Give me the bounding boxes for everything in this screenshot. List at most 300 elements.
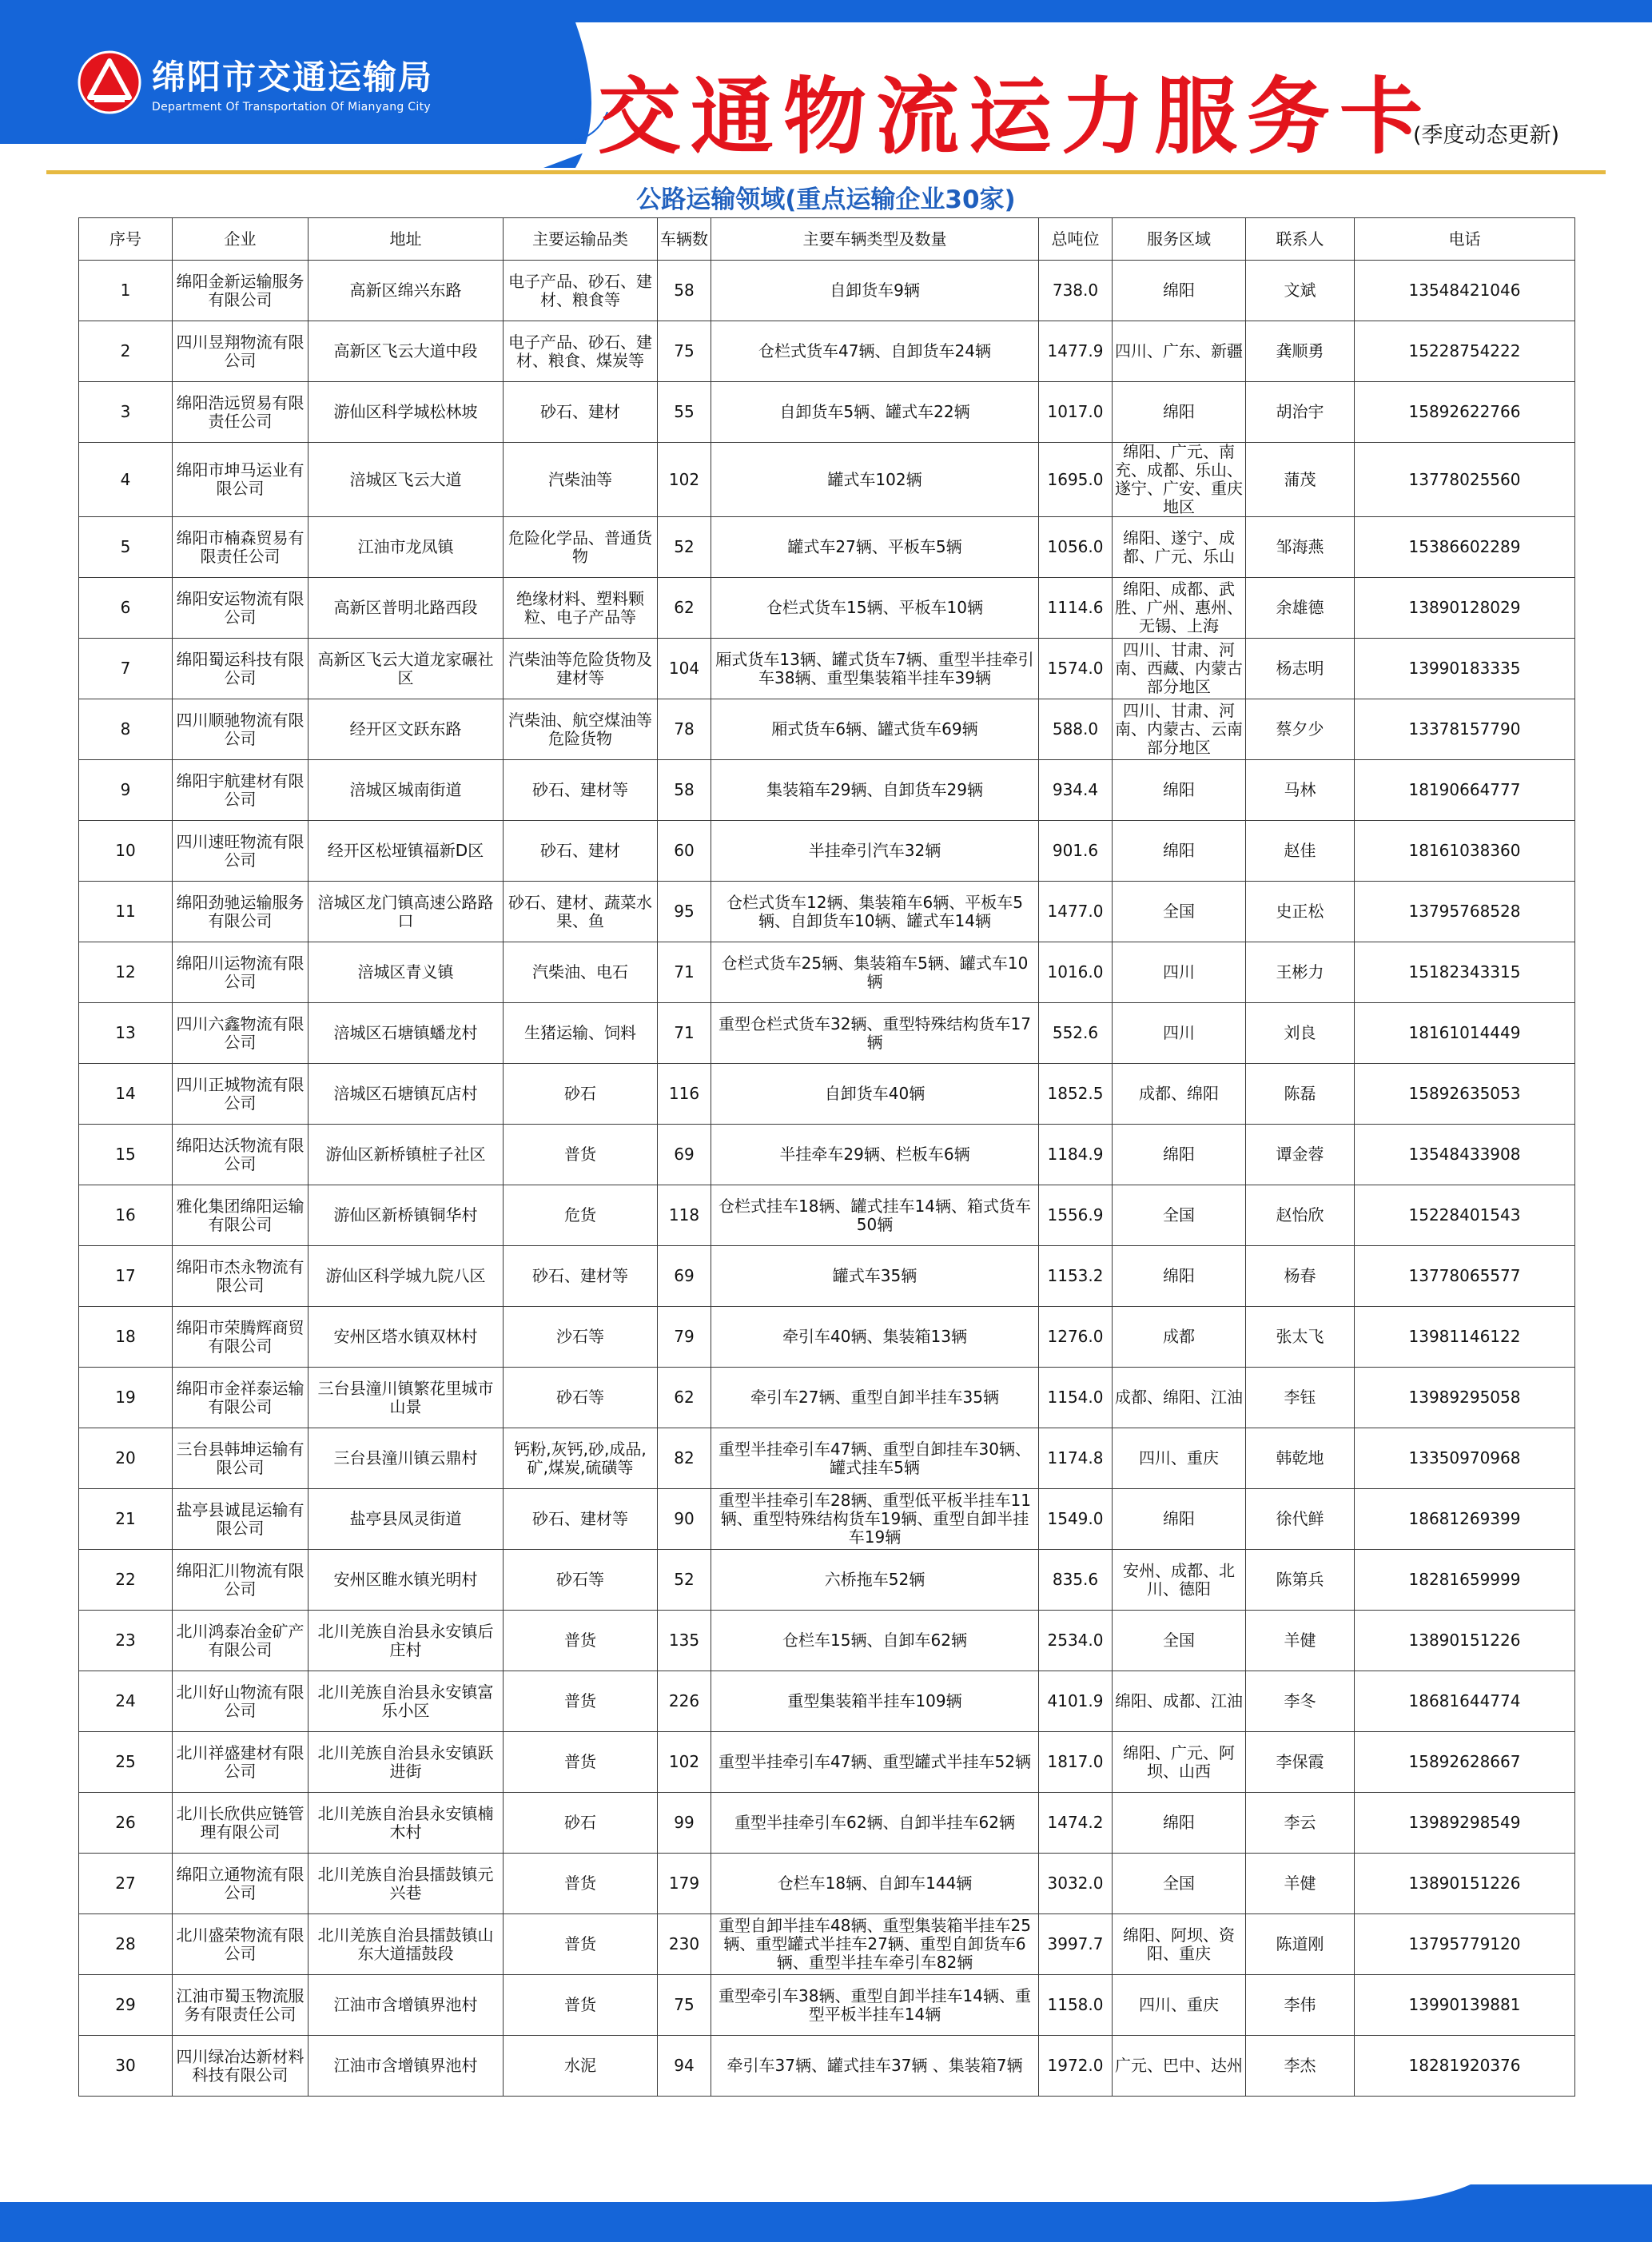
cell-company: 四川正城物流有限公司 [173, 1064, 309, 1125]
table-row [79, 443, 1575, 517]
cell-index: 9 [79, 760, 173, 821]
cell-vehicle-types: 仓栏式货车47辆、自卸货车24辆 [711, 321, 1039, 382]
cell-tonnage: 1184.9 [1039, 1125, 1113, 1185]
cell-address: 经开区文跃东路 [309, 699, 504, 760]
cell-vehicle-count: 75 [658, 1975, 711, 2036]
cell-vehicle-count: 62 [658, 578, 711, 639]
cell-vehicle-types: 重型牵引车38辆、重型自卸半挂车14辆、重型平板半挂车14辆 [711, 1975, 1039, 2036]
cell-phone: 13989295058 [1355, 1368, 1575, 1428]
cell-service-area: 四川、重庆 [1113, 1428, 1246, 1489]
cell-company: 四川六鑫物流有限公司 [173, 1003, 309, 1064]
cell-tonnage: 1153.2 [1039, 1246, 1113, 1307]
cell-index: 20 [79, 1428, 173, 1489]
cell-service-area: 全国 [1113, 882, 1246, 942]
cell-vehicle-count: 90 [658, 1489, 711, 1550]
cell-index: 12 [79, 942, 173, 1003]
cell-vehicle-count: 99 [658, 1793, 711, 1854]
cell-vehicle-types: 仓栏式挂车18辆、罐式挂车14辆、箱式货车50辆 [711, 1185, 1039, 1246]
cell-vehicle-count: 71 [658, 942, 711, 1003]
cell-company: 绵阳立通物流有限公司 [173, 1854, 309, 1914]
cell-contact: 赵佳 [1246, 821, 1355, 882]
table-row [79, 1914, 1575, 1975]
cell-index: 29 [79, 1975, 173, 2036]
cell-address: 安州区睢水镇光明村 [309, 1550, 504, 1611]
cell-vehicle-types: 牵引车27辆、重型自卸半挂车35辆 [711, 1368, 1039, 1428]
cell-company: 绵阳川运物流有限公司 [173, 942, 309, 1003]
cell-service-area: 四川、甘肃、河南、内蒙古、云南部分地区 [1113, 699, 1246, 760]
cell-cargo: 砂石等 [504, 1368, 658, 1428]
cell-phone: 15228754222 [1355, 321, 1575, 382]
cell-company: 江油市蜀玉物流服务有限责任公司 [173, 1975, 309, 2036]
table-row [79, 382, 1575, 443]
org-name-en: Department Of Transportation Of Mianyang City [152, 101, 431, 113]
cell-company: 绵阳浩远贸易有限责任公司 [173, 382, 309, 443]
cell-cargo: 水泥 [504, 2036, 658, 2097]
cell-contact: 马林 [1246, 760, 1355, 821]
cell-address: 江油市含增镇界池村 [309, 2036, 504, 2097]
cell-company: 四川顺驰物流有限公司 [173, 699, 309, 760]
cell-service-area: 四川 [1113, 942, 1246, 1003]
cell-address: 高新区普明北路西段 [309, 578, 504, 639]
cell-cargo: 砂石、建材等 [504, 760, 658, 821]
cell-cargo: 砂石 [504, 1793, 658, 1854]
cell-cargo: 危险化学品、普通货物 [504, 517, 658, 578]
cell-phone: 18281659999 [1355, 1550, 1575, 1611]
cell-vehicle-types: 重型自卸半挂车48辆、重型集装箱半挂车25辆、重型罐式半挂车27辆、重型自卸货车6辆、重型半挂车牵引车82辆 [711, 1914, 1039, 1975]
cell-vehicle-types: 重型仓栏式货车32辆、重型特殊结构货车17辆 [711, 1003, 1039, 1064]
table-row [79, 699, 1575, 760]
cell-service-area: 全国 [1113, 1611, 1246, 1671]
cell-contact: 李钰 [1246, 1368, 1355, 1428]
cell-contact: 蒲茂 [1246, 443, 1355, 517]
cell-tonnage: 1017.0 [1039, 382, 1113, 443]
header-phone: 电话 [1355, 218, 1575, 261]
cell-address: 涪城区城南街道 [309, 760, 504, 821]
cell-contact: 张太飞 [1246, 1307, 1355, 1368]
table-row [79, 1732, 1575, 1793]
cell-contact: 杨春 [1246, 1246, 1355, 1307]
cell-phone: 15892622766 [1355, 382, 1575, 443]
cell-company: 绵阳汇川物流有限公司 [173, 1550, 309, 1611]
cell-service-area: 成都、绵阳、江油 [1113, 1368, 1246, 1428]
cell-service-area: 绵阳、广元、阿坝、山西 [1113, 1732, 1246, 1793]
cell-contact: 李伟 [1246, 1975, 1355, 2036]
cell-company: 北川好山物流有限公司 [173, 1671, 309, 1732]
table-row [79, 1307, 1575, 1368]
cell-address: 三台县潼川镇云鼎村 [309, 1428, 504, 1489]
cell-service-area: 绵阳 [1113, 1125, 1246, 1185]
cell-phone: 13981146122 [1355, 1307, 1575, 1368]
cell-address: 经开区松垭镇福新D区 [309, 821, 504, 882]
cell-address: 高新区飞云大道龙家碾社区 [309, 639, 504, 699]
header-service-area: 服务区域 [1113, 218, 1246, 261]
cell-cargo: 汽柴油等 [504, 443, 658, 517]
cell-vehicle-types: 自卸货车5辆、罐式车22辆 [711, 382, 1039, 443]
cell-company: 四川昱翔物流有限公司 [173, 321, 309, 382]
cell-address: 盐亭县凤灵街道 [309, 1489, 504, 1550]
cell-tonnage: 3032.0 [1039, 1854, 1113, 1914]
cell-address: 北川羌族自治县永安镇后庄村 [309, 1611, 504, 1671]
cell-service-area: 四川、广东、新疆 [1113, 321, 1246, 382]
cell-cargo: 汽柴油、电石 [504, 942, 658, 1003]
cell-address: 游仙区新桥镇铜华村 [309, 1185, 504, 1246]
table-row [79, 1003, 1575, 1064]
cell-tonnage: 1056.0 [1039, 517, 1113, 578]
cell-address: 北川羌族自治县擂鼓镇元兴巷 [309, 1854, 504, 1914]
header-index: 序号 [79, 218, 173, 261]
cell-vehicle-types: 集装箱车29辆、自卸货车29辆 [711, 760, 1039, 821]
table-row [79, 1246, 1575, 1307]
cell-contact: 蔡夕少 [1246, 699, 1355, 760]
cell-service-area: 绵阳 [1113, 821, 1246, 882]
cell-vehicle-types: 牵引车40辆、集装箱13辆 [711, 1307, 1039, 1368]
cell-vehicle-types: 罐式车35辆 [711, 1246, 1039, 1307]
cell-index: 24 [79, 1671, 173, 1732]
cell-index: 22 [79, 1550, 173, 1611]
cell-phone: 15182343315 [1355, 942, 1575, 1003]
header-vehicle-count: 车辆数 [658, 218, 711, 261]
cell-cargo: 砂石、建材 [504, 821, 658, 882]
cell-index: 27 [79, 1854, 173, 1914]
cell-index: 21 [79, 1489, 173, 1550]
cell-vehicle-types: 自卸货车9辆 [711, 261, 1039, 321]
cell-index: 16 [79, 1185, 173, 1246]
cell-contact: 李冬 [1246, 1671, 1355, 1732]
cell-vehicle-count: 58 [658, 760, 711, 821]
cell-contact: 李云 [1246, 1793, 1355, 1854]
table-row [79, 1125, 1575, 1185]
cell-contact: 徐代鲜 [1246, 1489, 1355, 1550]
cell-phone: 13989298549 [1355, 1793, 1575, 1854]
table-row [79, 1975, 1575, 2036]
table-row [79, 1671, 1575, 1732]
cell-phone: 13548433908 [1355, 1125, 1575, 1185]
cell-service-area: 绵阳、阿坝、资阳、重庆 [1113, 1914, 1246, 1975]
cell-phone: 13795779120 [1355, 1914, 1575, 1975]
cell-tonnage: 738.0 [1039, 261, 1113, 321]
cell-vehicle-types: 自卸货车40辆 [711, 1064, 1039, 1125]
cell-phone: 13350970968 [1355, 1428, 1575, 1489]
cell-phone: 13990139881 [1355, 1975, 1575, 2036]
cell-cargo: 普货 [504, 1125, 658, 1185]
cell-tonnage: 1549.0 [1039, 1489, 1113, 1550]
cell-index: 1 [79, 261, 173, 321]
cell-index: 11 [79, 882, 173, 942]
table-row [79, 882, 1575, 942]
cell-vehicle-count: 69 [658, 1246, 711, 1307]
cell-vehicle-types: 半挂牵引汽车32辆 [711, 821, 1039, 882]
cell-phone: 18681644774 [1355, 1671, 1575, 1732]
cell-contact: 史正松 [1246, 882, 1355, 942]
cell-company: 北川长欣供应链管理有限公司 [173, 1793, 309, 1854]
cell-contact: 陈道刚 [1246, 1914, 1355, 1975]
cell-cargo: 生猪运输、饲料 [504, 1003, 658, 1064]
cell-contact: 李保霞 [1246, 1732, 1355, 1793]
cell-company: 盐亭县诚昆运输有限公司 [173, 1489, 309, 1550]
table-row [79, 1064, 1575, 1125]
table-row [79, 1793, 1575, 1854]
table-row [79, 1428, 1575, 1489]
table-row [79, 760, 1575, 821]
cell-tonnage: 1474.2 [1039, 1793, 1113, 1854]
cell-phone: 13778025560 [1355, 443, 1575, 517]
cell-company: 雅化集团绵阳运输有限公司 [173, 1185, 309, 1246]
table-row [79, 517, 1575, 578]
cell-tonnage: 835.6 [1039, 1550, 1113, 1611]
cell-service-area: 绵阳、遂宁、成都、广元、乐山 [1113, 517, 1246, 578]
cell-index: 3 [79, 382, 173, 443]
cell-cargo: 沙石等 [504, 1307, 658, 1368]
cell-company: 绵阳劲驰运输服务有限公司 [173, 882, 309, 942]
cell-address: 北川羌族自治县永安镇楠木村 [309, 1793, 504, 1854]
cell-vehicle-count: 102 [658, 443, 711, 517]
table-row [79, 578, 1575, 639]
cell-company: 四川绿冶达新材料科技有限公司 [173, 2036, 309, 2097]
cell-service-area: 绵阳、广元、南充、成都、乐山、遂宁、广安、重庆地区 [1113, 443, 1246, 517]
cell-index: 7 [79, 639, 173, 699]
cell-phone: 13890128029 [1355, 578, 1575, 639]
cell-vehicle-count: 52 [658, 517, 711, 578]
cell-contact: 羊健 [1246, 1854, 1355, 1914]
cell-vehicle-types: 仓栏车18辆、自卸车144辆 [711, 1854, 1039, 1914]
table-row [79, 942, 1575, 1003]
table-row [79, 1368, 1575, 1428]
cell-address: 涪城区青义镇 [309, 942, 504, 1003]
cell-index: 2 [79, 321, 173, 382]
cell-index: 6 [79, 578, 173, 639]
cell-cargo: 汽柴油、航空煤油等危险货物 [504, 699, 658, 760]
cell-service-area: 广元、巴中、达州 [1113, 2036, 1246, 2097]
cell-vehicle-count: 135 [658, 1611, 711, 1671]
cell-address: 游仙区科学城九院八区 [309, 1246, 504, 1307]
cell-vehicle-count: 118 [658, 1185, 711, 1246]
cell-vehicle-types: 牵引车37辆、罐式挂车37辆 、集装箱7辆 [711, 2036, 1039, 2097]
cell-vehicle-types: 重型半挂牵引车62辆、自卸半挂车62辆 [711, 1793, 1039, 1854]
cell-contact: 羊健 [1246, 1611, 1355, 1671]
cell-service-area: 绵阳 [1113, 1246, 1246, 1307]
cell-index: 26 [79, 1793, 173, 1854]
cell-tonnage: 1695.0 [1039, 443, 1113, 517]
transport-emblem-icon [77, 50, 142, 115]
cell-cargo: 危货 [504, 1185, 658, 1246]
cell-phone: 13378157790 [1355, 699, 1575, 760]
cell-contact: 韩乾地 [1246, 1428, 1355, 1489]
cell-contact: 赵怡欣 [1246, 1185, 1355, 1246]
cell-company: 北川盛荣物流有限公司 [173, 1914, 309, 1975]
cell-vehicle-count: 94 [658, 2036, 711, 2097]
cell-company: 绵阳蜀运科技有限公司 [173, 639, 309, 699]
cell-address: 三台县潼川镇繁花里城市山景 [309, 1368, 504, 1428]
cell-company: 绵阳市楠森贸易有限责任公司 [173, 517, 309, 578]
cell-contact: 胡治宇 [1246, 382, 1355, 443]
cell-vehicle-types: 重型集装箱半挂车109辆 [711, 1671, 1039, 1732]
cell-address: 江油市含增镇界池村 [309, 1975, 504, 2036]
cell-address: 游仙区新桥镇桩子社区 [309, 1125, 504, 1185]
cell-index: 25 [79, 1732, 173, 1793]
cell-cargo: 砂石 [504, 1064, 658, 1125]
cell-vehicle-types: 罐式车27辆、平板车5辆 [711, 517, 1039, 578]
cell-phone: 15228401543 [1355, 1185, 1575, 1246]
org-name-cn: 绵阳市交通运输局 [152, 58, 434, 97]
cell-company: 四川速旺物流有限公司 [173, 821, 309, 882]
cell-vehicle-types: 重型半挂牵引车47辆、重型自卸挂车30辆、罐式挂车5辆 [711, 1428, 1039, 1489]
cell-service-area: 四川、甘肃、河南、西藏、内蒙古部分地区 [1113, 639, 1246, 699]
cell-service-area: 成都 [1113, 1307, 1246, 1368]
cell-tonnage: 588.0 [1039, 699, 1113, 760]
cell-index: 13 [79, 1003, 173, 1064]
cell-index: 17 [79, 1246, 173, 1307]
cell-cargo: 普货 [504, 1975, 658, 2036]
cell-service-area: 绵阳 [1113, 760, 1246, 821]
cell-address: 江油市龙凤镇 [309, 517, 504, 578]
cell-vehicle-types: 六桥拖车52辆 [711, 1550, 1039, 1611]
cell-phone: 13795768528 [1355, 882, 1575, 942]
cell-tonnage: 2534.0 [1039, 1611, 1113, 1671]
cell-vehicle-count: 58 [658, 261, 711, 321]
table-header-row [79, 218, 1575, 261]
cell-phone: 18681269399 [1355, 1489, 1575, 1550]
cell-vehicle-count: 226 [658, 1671, 711, 1732]
cell-address: 北川羌族自治县擂鼓镇山东大道擂鼓段 [309, 1914, 504, 1975]
table-row [79, 261, 1575, 321]
cell-index: 8 [79, 699, 173, 760]
cell-phone: 13890151226 [1355, 1854, 1575, 1914]
cell-cargo: 普货 [504, 1854, 658, 1914]
cell-cargo: 普货 [504, 1611, 658, 1671]
cell-vehicle-count: 79 [658, 1307, 711, 1368]
header-contact: 联系人 [1246, 218, 1355, 261]
cell-company: 绵阳市坤马运业有限公司 [173, 443, 309, 517]
cell-tonnage: 901.6 [1039, 821, 1113, 882]
cell-index: 14 [79, 1064, 173, 1125]
cell-tonnage: 1574.0 [1039, 639, 1113, 699]
section-title: 公路运输领域(重点运输企业30家) [636, 185, 1016, 214]
cell-vehicle-count: 69 [658, 1125, 711, 1185]
cell-vehicle-count: 82 [658, 1428, 711, 1489]
cell-service-area: 安州、成都、北川、德阳 [1113, 1550, 1246, 1611]
cell-service-area: 绵阳 [1113, 382, 1246, 443]
cell-contact: 李杰 [1246, 2036, 1355, 2097]
cell-address: 北川羌族自治县永安镇跃进街 [309, 1732, 504, 1793]
table-row [79, 1185, 1575, 1246]
cell-index: 23 [79, 1611, 173, 1671]
cell-vehicle-types: 仓栏车15辆、自卸车62辆 [711, 1611, 1039, 1671]
cell-tonnage: 1477.9 [1039, 321, 1113, 382]
cell-tonnage: 3997.7 [1039, 1914, 1113, 1975]
cell-address: 高新区绵兴东路 [309, 261, 504, 321]
header-vehicle-types: 主要车辆类型及数量 [711, 218, 1039, 261]
cell-contact: 陈磊 [1246, 1064, 1355, 1125]
cell-tonnage: 1817.0 [1039, 1732, 1113, 1793]
table-row [79, 639, 1575, 699]
cell-address: 涪城区石塘镇蟠龙村 [309, 1003, 504, 1064]
header-address: 地址 [309, 218, 504, 261]
cell-address: 涪城区飞云大道 [309, 443, 504, 517]
cell-service-area: 绵阳、成都、江油 [1113, 1671, 1246, 1732]
table-row [79, 321, 1575, 382]
table-row [79, 2036, 1575, 2097]
cell-cargo: 砂石、建材、蔬菜水果、鱼 [504, 882, 658, 942]
cell-vehicle-count: 52 [658, 1550, 711, 1611]
table-row [79, 1854, 1575, 1914]
org-logo [77, 50, 433, 115]
cell-index: 18 [79, 1307, 173, 1368]
cell-company: 北川鸿泰冶金矿产有限公司 [173, 1611, 309, 1671]
cell-vehicle-types: 重型半挂牵引车28辆、重型低平板半挂车11辆、重型特殊结构货车19辆、重型自卸半挂车19辆 [711, 1489, 1039, 1550]
cell-address: 北川羌族自治县永安镇富乐小区 [309, 1671, 504, 1732]
footer-band [0, 2184, 1652, 2242]
table-row [79, 821, 1575, 882]
cell-cargo: 普货 [504, 1914, 658, 1975]
cell-index: 5 [79, 517, 173, 578]
cell-address: 涪城区龙门镇高速公路路口 [309, 882, 504, 942]
cell-cargo: 普货 [504, 1732, 658, 1793]
cell-vehicle-count: 95 [658, 882, 711, 942]
cell-service-area: 绵阳 [1113, 1793, 1246, 1854]
cell-service-area: 绵阳 [1113, 261, 1246, 321]
cell-phone: 13548421046 [1355, 261, 1575, 321]
cell-contact: 谭金蓉 [1246, 1125, 1355, 1185]
cell-cargo: 砂石、建材 [504, 382, 658, 443]
header-company: 企业 [173, 218, 309, 261]
cell-vehicle-count: 55 [658, 382, 711, 443]
cell-vehicle-count: 60 [658, 821, 711, 882]
cell-service-area: 四川、重庆 [1113, 1975, 1246, 2036]
cell-vehicle-count: 75 [658, 321, 711, 382]
cell-service-area: 绵阳 [1113, 1489, 1246, 1550]
cell-tonnage: 1154.0 [1039, 1368, 1113, 1428]
cell-company: 绵阳宇航建材有限公司 [173, 760, 309, 821]
cell-service-area: 成都、绵阳 [1113, 1064, 1246, 1125]
cell-vehicle-types: 重型半挂牵引车47辆、重型罐式半挂车52辆 [711, 1732, 1039, 1793]
cell-service-area: 绵阳、成都、武胜、广州、惠州、无锡、上海 [1113, 578, 1246, 639]
header-cargo: 主要运输品类 [504, 218, 658, 261]
cell-vehicle-types: 半挂牵车29辆、栏板车6辆 [711, 1125, 1039, 1185]
cell-tonnage: 934.4 [1039, 760, 1113, 821]
cell-company: 绵阳市金祥泰运输有限公司 [173, 1368, 309, 1428]
cell-address: 涪城区石塘镇瓦店村 [309, 1064, 504, 1125]
cell-contact: 余雄德 [1246, 578, 1355, 639]
cell-tonnage: 1276.0 [1039, 1307, 1113, 1368]
cell-vehicle-count: 104 [658, 639, 711, 699]
cell-vehicle-types: 仓栏式货车15辆、平板车10辆 [711, 578, 1039, 639]
cell-index: 15 [79, 1125, 173, 1185]
cell-index: 28 [79, 1914, 173, 1975]
cell-cargo: 电子产品、砂石、建材、粮食等 [504, 261, 658, 321]
table-row [79, 1489, 1575, 1550]
cell-tonnage: 1016.0 [1039, 942, 1113, 1003]
cell-tonnage: 1852.5 [1039, 1064, 1113, 1125]
cell-cargo: 砂石等 [504, 1550, 658, 1611]
page-subtitle: (季度动态更新) [1413, 123, 1560, 148]
cell-tonnage: 1972.0 [1039, 2036, 1113, 2097]
cell-tonnage: 4101.9 [1039, 1671, 1113, 1732]
cell-tonnage: 1477.0 [1039, 882, 1113, 942]
cell-company: 绵阳安运物流有限公司 [173, 578, 309, 639]
cell-cargo: 汽柴油等危险货物及建材等 [504, 639, 658, 699]
cell-phone: 18161038360 [1355, 821, 1575, 882]
cell-tonnage: 1174.8 [1039, 1428, 1113, 1489]
cell-cargo: 普货 [504, 1671, 658, 1732]
cell-vehicle-count: 116 [658, 1064, 711, 1125]
cell-phone: 13990183335 [1355, 639, 1575, 699]
cell-phone: 13890151226 [1355, 1611, 1575, 1671]
cell-vehicle-types: 仓栏式货车12辆、集装箱车6辆、平板车5辆、自卸货车10辆、罐式车14辆 [711, 882, 1039, 942]
divider [46, 170, 1606, 174]
cell-tonnage: 1114.6 [1039, 578, 1113, 639]
cell-phone: 13778065577 [1355, 1246, 1575, 1307]
cell-cargo: 电子产品、砂石、建材、粮食、煤炭等 [504, 321, 658, 382]
